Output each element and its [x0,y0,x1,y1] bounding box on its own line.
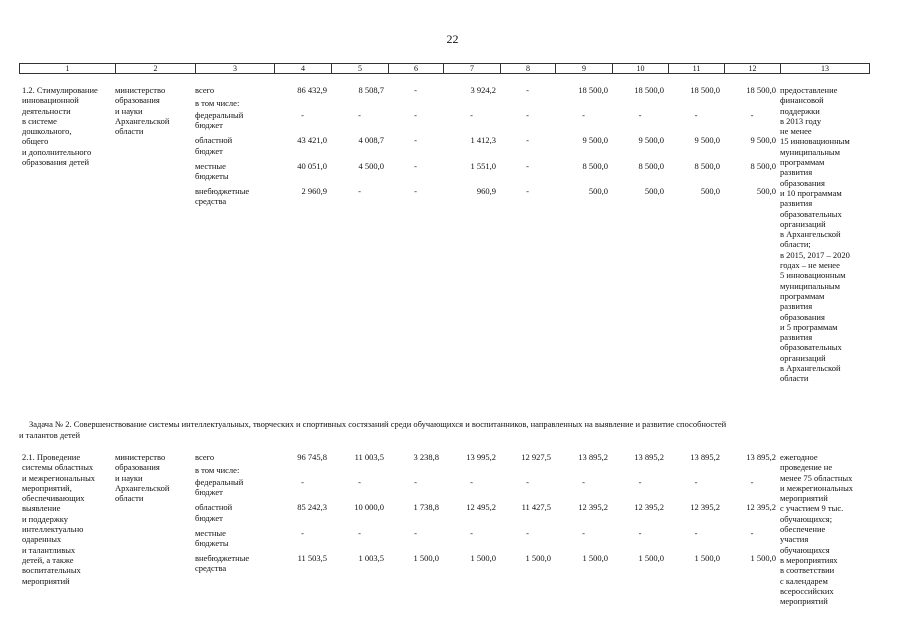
event-2-1-block [19,452,869,606]
value-cell [331,98,388,111]
value-cell: 13 895,2 [578,452,608,462]
funding-values [274,85,780,211]
funding-source-label: местные бюджеты [195,160,229,181]
header-col-7: 7 [444,64,501,74]
value-cell: - [582,527,585,538]
header-col-6: 6 [389,64,444,74]
value-cell: 13 895,2 [746,452,777,462]
value-cell [388,465,443,478]
value-cell: 3 238,8 [413,452,439,462]
value-cell [500,465,555,478]
value-cell: 85 242,3 [297,502,327,513]
value-cell: - [414,135,417,146]
value-cell: - [750,477,754,488]
value-cell: - [638,110,642,121]
value-cell: 12 927,5 [521,452,551,462]
value-cell [555,465,612,478]
value-cell: 11 503,5 [297,552,327,563]
value-cell: 8 500,0 [694,160,720,171]
value-cell: 8 500,0 [582,160,608,171]
value-cell: 13 995,2 [466,452,496,462]
value-cell: 8 500,0 [638,160,664,171]
funding-row [274,452,780,465]
values-grid [274,85,780,211]
value-cell: 4 008,7 [358,135,384,146]
value-cell: - [526,85,529,95]
funding-source-label: в том числе: [195,464,240,475]
value-cell: - [414,185,417,196]
funding-row [274,110,780,135]
value-cell: 18 500,0 [578,85,608,95]
value-cell [668,465,724,478]
value-cell: 1 500,0 [582,552,608,563]
value-cell: 9 500,0 [638,135,664,146]
value-cell: 4 500,0 [358,160,384,171]
value-cell: - [526,135,529,146]
header-col-9: 9 [556,64,613,74]
funding-source-label: в том числе: [195,97,240,108]
header-col-5: 5 [332,64,389,74]
funding-row [274,135,780,160]
value-cell: 960,9 [476,185,496,196]
task-2-line-2: и талантов детей [19,429,81,440]
value-cell: 2 960,9 [301,185,327,196]
value-cell: - [301,477,304,488]
value-cell [274,98,331,111]
value-cell [443,465,500,478]
value-cell [500,98,555,111]
event-title: 2.1. Проведение системы областных и межрегиональных мероприятий, обеспечивающих выявление и поддержку интеллектуально одаренных и талантливых детей, а также воспитательных мероприятий [22,452,96,586]
value-cell: 500,0 [700,185,720,196]
value-cell: - [526,527,529,538]
value-cell: - [526,160,529,171]
event-1-2-block [19,85,869,384]
value-cell: 1 500,0 [750,552,777,563]
value-cell [331,465,388,478]
value-cell: 500,0 [588,185,608,196]
expected-result: предоставление финансовой поддержки в 2013 году не менее 15 инновационным муниципальным программам развития образования и 10 программам развития образовательных организаций в Архангельской области; в 2015, 2017 – 2020 годах – не менее 5 инновационным муниципальным программам развития образования и 5 программам развития образовательных организаций в Архангельской области [780,85,850,384]
value-cell: - [638,477,642,488]
value-cell [388,98,443,111]
value-cell: 12 395,2 [690,502,720,513]
funding-source-label: местные бюджеты [195,527,229,548]
value-cell: - [358,477,361,488]
value-cell: - [694,477,698,488]
header-row [20,64,870,74]
expected-result: ежегодное проведение не менее 75 областных и межрегиональных мероприятий с участием 9 тыс. обучающихся; обеспечение участия обучающихся в мероприятиях в соответствии с календарем всероссийских мероприятий [780,452,854,607]
value-cell: 18 500,0 [690,85,720,95]
value-cell [274,465,331,478]
header-col-3: 3 [196,64,275,74]
executor: министерство образования и науки Архангельской области [115,452,170,504]
value-cell: 12 495,2 [466,502,496,513]
value-cell: - [694,527,698,538]
value-cell: 1 500,0 [638,552,664,563]
task-2-line-1: Задача № 2. Совершенствование системы интеллектуальных, творческих и спортивных состязаний среди обучающихся и воспитанников, направленных на выявление и развитие способностей [29,419,727,429]
header-col-1: 1 [20,64,116,74]
value-cell: 11 003,5 [354,452,384,462]
executor: министерство образования и науки Архангельской области [115,85,170,137]
page-number: 22 [446,32,459,46]
funding-source-label: внебюджетные средства [195,185,250,207]
value-cell: 1 003,5 [358,552,384,563]
value-cell: - [358,527,361,538]
header-col-8: 8 [501,64,556,74]
value-cell: - [414,110,417,121]
value-cell [443,98,500,111]
funding-row [274,553,780,578]
funding-row [274,477,780,502]
value-cell: 9 500,0 [582,135,608,146]
task-2-heading [19,419,869,440]
value-cell: - [414,85,417,95]
value-cell: 1 500,0 [694,552,720,563]
funding-row [274,85,780,98]
value-cell: 86 432,9 [297,85,327,95]
value-cell: - [582,110,585,121]
value-cell: 500,0 [756,185,777,196]
value-cell: 1 412,3 [470,135,496,146]
values-grid [274,452,780,578]
header-col-12: 12 [725,64,781,74]
value-cell: 8 500,0 [750,160,777,171]
value-cell: 1 551,0 [470,160,496,171]
value-cell: - [470,477,473,488]
value-cell: 43 421,0 [297,135,327,146]
value-cell: 10 000,0 [354,502,384,513]
value-cell: 1 500,0 [525,552,551,563]
value-cell: - [358,185,361,196]
funding-source-label: федеральный бюджет [195,110,244,131]
value-cell: - [638,527,642,538]
value-cell: - [750,110,754,121]
value-cell: - [694,110,698,121]
value-cell: - [414,527,417,538]
value-cell: - [526,185,529,196]
header-col-4: 4 [275,64,332,74]
value-cell: 12 395,2 [634,502,664,513]
value-cell: 500,0 [644,185,664,196]
value-cell: - [358,110,361,121]
value-cell: 1 500,0 [470,552,496,563]
value-cell: 1 738,8 [413,502,439,513]
value-cell: 12 395,2 [746,502,777,513]
funding-sources [195,452,274,578]
funding-source-label: всего [195,85,215,95]
value-cell [668,98,724,111]
value-cell: - [301,527,304,538]
funding-row [274,98,780,111]
value-cell: - [526,477,529,488]
funding-source-label: областной бюджет [195,502,233,523]
value-cell: 12 395,2 [578,502,608,513]
header-col-2: 2 [116,64,196,74]
value-cell: - [582,477,585,488]
funding-row [274,186,780,211]
funding-source-label: областной бюджет [195,135,233,156]
value-cell [555,98,612,111]
value-cell: 96 745,8 [297,452,327,462]
value-cell: - [470,527,473,538]
value-cell: 1 500,0 [413,552,439,563]
value-cell [724,465,780,478]
value-cell: 3 924,2 [470,85,496,95]
column-number-header [19,63,870,74]
header-col-13: 13 [781,64,870,74]
funding-sources [195,85,274,211]
value-cell: 18 500,0 [746,85,777,95]
value-cell: - [414,477,417,488]
value-cell: - [414,160,417,171]
value-cell: - [750,527,754,538]
value-cell: 13 895,2 [690,452,720,462]
value-cell: 11 427,5 [521,502,551,513]
value-cell [724,98,780,111]
value-cell: 18 500,0 [634,85,664,95]
value-cell [612,465,668,478]
funding-source-label: федеральный бюджет [195,477,244,498]
value-cell [612,98,668,111]
funding-row [274,528,780,553]
value-cell: 9 500,0 [750,135,777,146]
funding-row [274,465,780,478]
value-cell: - [470,110,473,121]
funding-source-label: всего [195,452,215,462]
value-cell: 13 895,2 [634,452,664,462]
value-cell: 8 508,7 [358,85,384,95]
funding-source-label: внебюджетные средства [195,552,250,574]
value-cell: 40 051,0 [297,160,327,171]
event-title: 1.2. Стимулирование инновационной деятельности в системе дошкольного, общего и дополнительного образования детей [22,85,98,168]
funding-row [274,502,780,527]
funding-values [274,452,780,578]
funding-row [274,161,780,186]
header-col-10: 10 [613,64,669,74]
value-cell: 9 500,0 [694,135,720,146]
header-col-11: 11 [669,64,725,74]
value-cell: - [301,110,304,121]
value-cell: - [526,110,529,121]
